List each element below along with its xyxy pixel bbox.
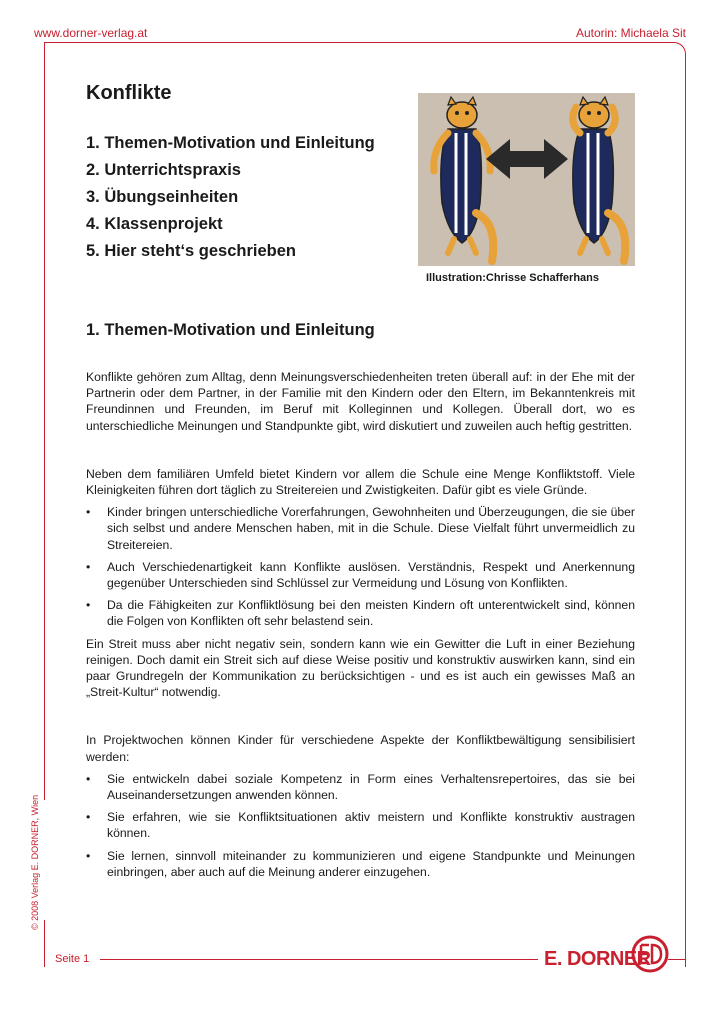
list-item: • Sie entwickeln dabei soziale Kompetenz in Form eines Verhaltensrepertoires, das sie bei Auseinandersetzungen anwenden können.: [86, 771, 635, 803]
illustration-weasels: [418, 93, 635, 266]
paragraph: In Projektwochen können Kinder für verschiedene Aspekte der Konfliktbewältigung sensibilisiert werden:: [86, 733, 635, 764]
frame-gap: [40, 800, 48, 920]
body-text: [86, 369, 635, 880]
paragraph: Ein Streit muss aber nicht negativ sein, sondern kann wie ein Gewitter die Luft in einer Beziehung reinigen. Doch damit ein Streit sich auf diese Weise positiv und konstruktiv auswirken kann, sind ein paar Grundregeln der Kommunikation zu berücksichtigen - und es ist auch ein gewisses Maß an „Streit-Kultur“ notwendig.: [86, 636, 635, 700]
bullet-list: [86, 504, 635, 629]
toc-item: 1. Themen-Motivation und Einleitung: [86, 134, 375, 152]
paragraph: Konflikte gehören zum Alltag, denn Meinungsverschiedenheiten treten überall auf: in der Ehe mit der Partnerin oder dem Partner, in der Familie mit den Kindern oder den Eltern, im Bekanntenkreis mit Freundinnen und Freunden, im Beruf mit Kolleginnen und Kollegen. Überall dort, wo es unterschiedliche Meinungen und Standpunkte gibt, wird diskutiert und zuweilen auch heftig gestritten.: [86, 370, 635, 433]
section-title: 1. Themen-Motivation und Einleitung: [86, 321, 375, 339]
page-number: Seite 1: [55, 953, 90, 965]
page-title: Konflikte: [86, 82, 172, 104]
footer-rule: [100, 959, 538, 960]
paragraph: Neben dem familiären Umfeld bietet Kindern vor allem die Schule eine Menge Konfliktstoff. Viele Kleinigkeiten führen dort täglich zu Streitereien und Zwistigkeiten. Dafür gibt es viele Gründe.: [86, 466, 635, 498]
weasel-left-icon: [434, 97, 494, 261]
bullet-list: [86, 771, 635, 880]
toc-item: 4. Klassenprojekt: [86, 215, 223, 233]
header-author: Autorin: Michaela Sit: [575, 26, 686, 40]
copyright-notice: © 2008 Verlag E. DORNER, Wien: [30, 794, 40, 930]
list-item: • Sie erfahren, wie sie Konfliktsituationen aktiv meistern und Konflikte konstruktiv austragen können.: [86, 809, 635, 841]
illustration-caption: Illustration:Chrisse Schafferhans: [426, 272, 599, 284]
header-url[interactable]: www.dorner-verlag.at: [34, 26, 148, 40]
toc-item: 3. Übungseinheiten: [86, 188, 239, 206]
list-item: • Kinder bringen unterschiedliche Vorerfahrungen, Gewohnheiten und Überzeugungen, die sie über sich selbst und andere Menschen haben, mit in die Schule. Diese Vielfalt führt unvermeidlich zu Streitereien.: [86, 504, 635, 553]
publisher-logo-text: E. DORNER: [544, 948, 651, 970]
footer-rule-right: [668, 959, 686, 960]
publisher-logo-icon: [630, 934, 670, 979]
table-of-contents: [86, 132, 375, 267]
list-item: • Auch Verschiedenartigkeit kann Konflikte auslösen. Verständnis, Respekt und Anerkennung gegenüber Unterschieden sind Schlüssel zur Vermeidung und Lösung von Konflikten.: [86, 559, 635, 591]
list-item: • Da die Fähigkeiten zur Konfliktlösung bei den meisten Kindern oft unterentwickelt sind, können die Folgen von Konflikten oft sehr belastend sein.: [86, 597, 635, 629]
double-arrow-icon: [486, 139, 568, 179]
toc-item: 2. Unterrichtspraxis: [86, 161, 241, 179]
toc-item: 5. Hier steht‘s geschrieben: [86, 242, 296, 260]
weasel-right-icon: [573, 97, 625, 261]
list-item: • Sie lernen, sinnvoll miteinander zu kommunizieren und eigene Standpunkte und Meinungen einbringen, aber auch auf die Meinung anderer einzugehen.: [86, 848, 635, 880]
